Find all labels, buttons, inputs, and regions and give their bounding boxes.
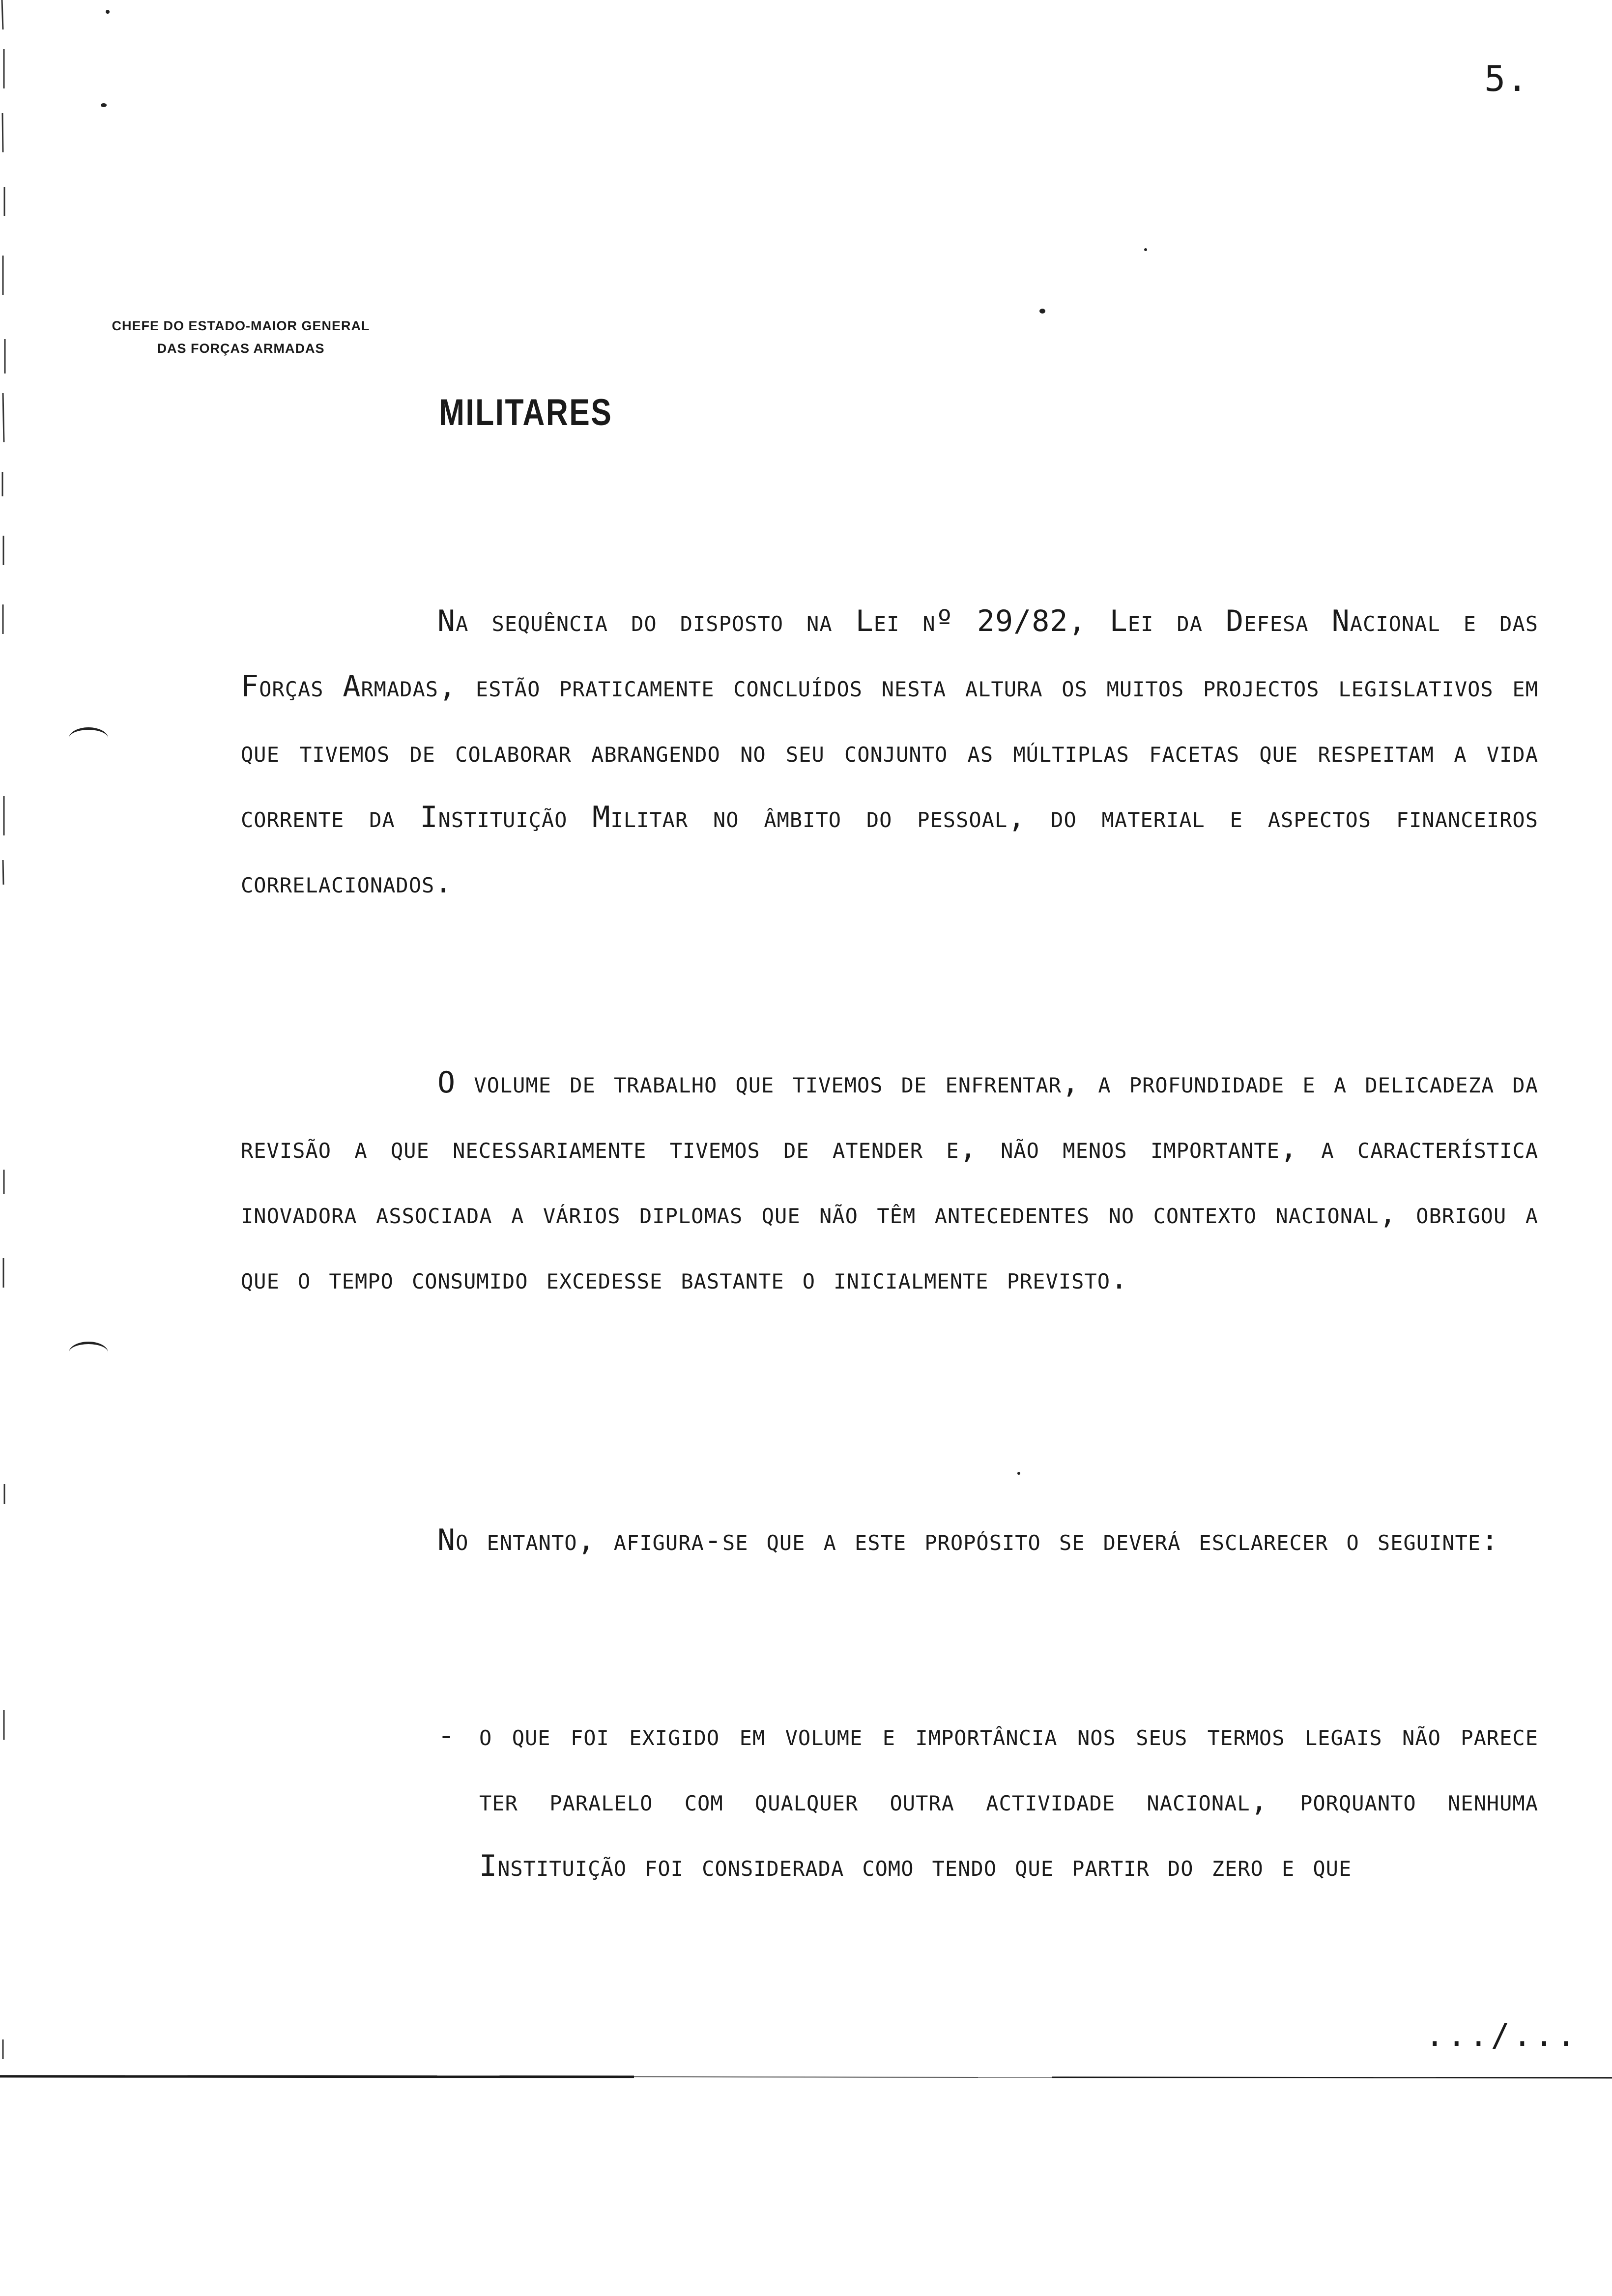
scan-speck bbox=[101, 103, 107, 107]
paragraph-1: Na sequência do disposto na Lei nº 29/82, Lei da Defesa Nacional e das Forças Armadas, estão praticamente concluídos nesta altura os muitos projectos legislativos em que tivemos de colaborar abrangendo no seu conjunto as múltiplas facetas que respeitam a vida corrente da Instituição Militar no âmbito do pessoal, do material e aspectos financeiros correlacionados. bbox=[241, 604, 1538, 900]
continuation-mark: .../... bbox=[1425, 2017, 1579, 2054]
letterhead-line-1: CHEFE DO ESTADO-MAIOR GENERAL bbox=[112, 318, 370, 333]
section-title: MILITARES bbox=[439, 392, 613, 433]
paragraph-2: O volume de trabalho que tivemos de enfrentar, a profundidade e a delicadeza da revisão a que necessariamente tivemos de atender e, não menos importante, a característica inovadora associada a vários diplomas que não têm antecedentes no contexto nacional, obrigou a que o tempo consumido excedesse bastante o inicialmente previsto. bbox=[241, 1065, 1538, 1296]
scan-speck bbox=[106, 10, 110, 14]
bullet-item bbox=[437, 1703, 1538, 1899]
letterhead-line-2: DAS FORÇAS ARMADAS bbox=[157, 341, 325, 356]
scan-mark bbox=[69, 727, 108, 749]
scan-speck bbox=[1039, 309, 1045, 314]
letterhead bbox=[74, 315, 408, 360]
footer-rule bbox=[0, 2075, 1612, 2079]
page-number: 5. bbox=[1484, 58, 1529, 99]
paragraph-3: No entanto, afigura-se que a este propósito se deverá esclarecer o seguinte: bbox=[437, 1523, 1499, 1557]
scan-mark bbox=[69, 1342, 108, 1364]
scan-speck bbox=[1017, 1472, 1020, 1475]
scan-speck bbox=[1144, 248, 1147, 251]
scan-edge-marks bbox=[0, 0, 12, 2296]
bullet-dash: - bbox=[437, 1718, 456, 1752]
bullet-text: o que foi exigido em volume e importância nos seus termos legais não parece ter paralelo com qualquer outra actividade nacional, porquanto nenhuma Instituição foi considerada como tendo que partir do zero e que bbox=[479, 1718, 1538, 1883]
